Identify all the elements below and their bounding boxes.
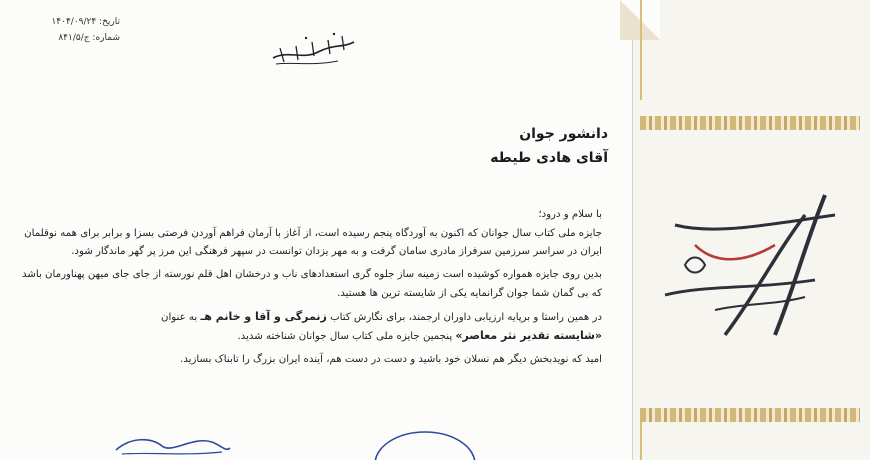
greeting: با سلام و درود؛ <box>538 209 602 220</box>
recipient-block <box>490 122 608 170</box>
paragraph-1: جایزه ملی کتاب سال جوانان که اکنون به آوردگاه پنجم رسیده است، از آغاز با آرمان فراهم آوردن فرصتی بسزا و برابر برای همه نوقلمان ایران در سراسر سرزمین سرفراز مادری سامان گرفت و به مهر یزدان توانست در سپهر فرهنگی این مرز پر گهر ماندگار شود. <box>24 227 602 258</box>
book-title: زنمرگی و آقا و خانم هـ <box>200 309 327 323</box>
official-stamp-icon <box>370 424 480 460</box>
basmala-calligraphy-icon <box>268 28 358 68</box>
gold-divider-top <box>640 0 642 100</box>
signature-icon <box>112 432 232 460</box>
p3-end: پنجمین جایزه ملی کتاب سال جوانان شناخته شدید. <box>237 331 453 343</box>
book-of-year-youth-logo <box>655 185 845 345</box>
ornamental-border-top <box>640 116 860 130</box>
p3-mid: به عنوان <box>160 311 198 323</box>
award-title: «شایسته تقدیر نثر معاصر» <box>455 329 602 343</box>
letter-meta <box>30 14 120 46</box>
closing: امید که نویدبخش دیگر هم نسلان خود باشید و دست در دست هم، آینده ایران بزرگ را تابناک بسازید. <box>180 353 602 365</box>
paragraph-2: بدین روی جایزه همواره کوشیده است زمینه ساز جلوه گری استعدادهای ناب و درخشان اهل قلم نورسته از جای جای میهن پهناورمان باشد که بی گمان شما جوان گرانمایه یکی از شایسته ترین ها هستید. <box>21 269 602 299</box>
number-line: شماره: ج/۸۴۱/۵ <box>58 33 120 43</box>
date-line: تاریخ: ۱۴۰۴/۰۹/۲۴ <box>51 17 120 27</box>
recipient-title: دانشور جوان <box>519 126 608 142</box>
gold-divider-bottom <box>640 422 642 460</box>
p3-start: در همین راستا و برپایه ارزیابی داوران ارجمند، برای نگارش کتاب <box>330 311 602 323</box>
recipient-name: آقای هادی طیطه <box>490 150 608 166</box>
paragraph-3 <box>22 308 602 347</box>
ornamental-border-bottom <box>640 408 860 422</box>
letter-body <box>22 206 602 370</box>
